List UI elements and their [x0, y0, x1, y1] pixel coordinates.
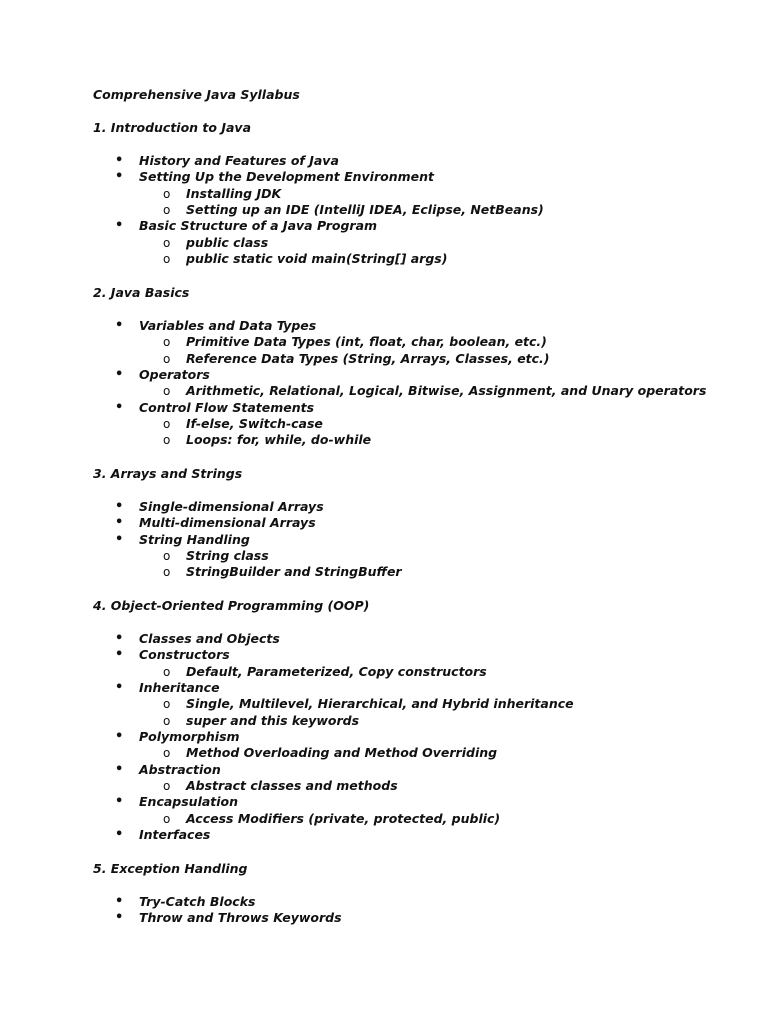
topic-row [115, 367, 733, 383]
topic-row [115, 647, 733, 663]
topic-item [93, 400, 733, 449]
topic-row [115, 631, 733, 647]
subtopic-row [163, 696, 733, 712]
subtopic-label: Reference Data Types (String, Arrays, Classes, etc.) [186, 350, 550, 366]
circle-bullet-icon: o [163, 433, 171, 448]
subtopic-item [139, 696, 733, 712]
topic-item [93, 532, 733, 581]
circle-bullet-icon: o [163, 811, 171, 826]
topic-item [93, 894, 733, 910]
subtopic-row [163, 234, 733, 251]
bullet-icon: • [115, 894, 124, 909]
bullet-icon: • [115, 531, 124, 547]
subtopic-label: If-else, Switch-case [186, 416, 323, 432]
bullet-icon: • [115, 153, 124, 168]
topic-item [93, 647, 733, 680]
circle-bullet-icon: o [163, 252, 171, 267]
bullet-icon: • [115, 631, 124, 646]
subtopic-list [139, 383, 733, 399]
subtopic-row [163, 383, 733, 399]
subtopic-list [139, 548, 733, 581]
bullet-icon: • [115, 218, 124, 234]
topic-item [93, 794, 733, 827]
topic-label: Setting Up the Development Environment [139, 169, 434, 185]
topic-item [93, 910, 733, 926]
section-heading: 5. Exception Handling [93, 861, 248, 876]
subtopic-item [139, 664, 733, 680]
topic-row [115, 318, 733, 334]
bullet-icon: • [115, 399, 124, 415]
subtopic-list [139, 778, 733, 794]
topic-item [93, 680, 733, 729]
bullet-icon: • [115, 647, 124, 663]
topic-item [93, 218, 733, 267]
topic-row [115, 531, 733, 548]
topic-row [115, 515, 733, 531]
topic-row [115, 680, 733, 696]
subtopic-label: Installing JDK [186, 185, 282, 201]
topic-label: History and Features of Java [139, 153, 339, 168]
topic-label: Single-dimensional Arrays [139, 499, 324, 514]
topic-item [93, 367, 733, 400]
topic-list [93, 499, 733, 581]
topic-label: Basic Structure of a Java Program [139, 218, 378, 234]
topic-label: Multi-dimensional Arrays [139, 515, 316, 531]
bullet-icon: • [115, 761, 124, 777]
topic-label: Interfaces [139, 827, 211, 843]
topic-label: Operators [139, 367, 210, 383]
topic-item [93, 153, 733, 169]
topic-label: Encapsulation [139, 794, 239, 810]
subtopic-item [139, 432, 733, 448]
subtopic-label: String class [186, 548, 269, 564]
subtopic-item [139, 251, 733, 267]
bullet-icon: • [115, 910, 124, 926]
topic-row [115, 827, 733, 843]
syllabus-section [93, 466, 733, 581]
subtopic-list [139, 664, 733, 680]
bullet-icon: • [115, 169, 124, 185]
topic-item [93, 499, 733, 515]
subtopic-row [163, 334, 733, 350]
topic-label: Abstraction [139, 761, 221, 777]
topic-row [115, 499, 733, 515]
topic-label: Throw and Throws Keywords [139, 910, 342, 926]
subtopic-item [139, 351, 733, 367]
topic-item [93, 827, 733, 843]
bullet-icon: • [115, 318, 124, 333]
subtopic-item [139, 548, 733, 564]
circle-bullet-icon: o [163, 235, 171, 250]
subtopic-row [163, 778, 733, 794]
bullet-icon: • [115, 367, 124, 383]
subtopic-row [163, 712, 733, 729]
topic-item [93, 515, 733, 531]
topic-list [93, 153, 733, 267]
topic-label: Variables and Data Types [139, 318, 317, 333]
subtopic-label: Default, Parameterized, Copy constructors [186, 663, 487, 679]
subtopic-label: Loops: for, while, do-while [186, 432, 372, 448]
subtopic-item [139, 383, 733, 399]
subtopic-label: Primitive Data Types (int, float, char, boolean, etc.) [186, 334, 547, 350]
circle-bullet-icon: o [163, 335, 171, 350]
bullet-icon: • [115, 499, 124, 514]
circle-bullet-icon: o [163, 203, 171, 218]
circle-bullet-icon: o [163, 713, 171, 728]
subtopic-label: StringBuilder and StringBuffer [186, 564, 402, 580]
circle-bullet-icon: o [163, 746, 171, 761]
subtopic-list [139, 235, 733, 268]
topic-row [115, 218, 733, 234]
subtopic-row [163, 202, 733, 218]
bullet-icon: • [115, 827, 124, 843]
subtopic-label: public class [186, 234, 269, 250]
syllabus-section [93, 285, 733, 449]
subtopic-row [163, 350, 733, 367]
topic-row [115, 761, 733, 778]
subtopic-row [163, 564, 733, 580]
subtopic-row [163, 663, 733, 680]
bullet-icon: • [115, 729, 124, 745]
bullet-icon: • [115, 794, 124, 810]
subtopic-label: Single, Multilevel, Hierarchical, and Hybrid inheritance [186, 696, 574, 712]
topic-row [115, 910, 733, 926]
subtopic-label: public static void main(String[] args) [186, 251, 448, 267]
circle-bullet-icon: o [163, 186, 171, 201]
circle-bullet-icon: o [163, 549, 171, 564]
subtopic-item [139, 186, 733, 202]
topic-row [115, 794, 733, 810]
circle-bullet-icon: o [163, 697, 171, 712]
subtopic-list [139, 334, 733, 367]
syllabus-section [93, 120, 733, 267]
topic-row [115, 894, 733, 910]
topic-item [93, 318, 733, 367]
subtopic-item [139, 745, 733, 761]
subtopic-label: Access Modifiers (private, protected, public) [186, 810, 501, 826]
circle-bullet-icon: o [163, 779, 171, 794]
subtopic-item [139, 334, 733, 350]
subtopic-label: Abstract classes and methods [186, 778, 398, 794]
topic-label: String Handling [139, 531, 250, 547]
topic-list [93, 318, 733, 449]
subtopic-list [139, 416, 733, 449]
syllabus-section [93, 598, 733, 843]
subtopic-item [139, 713, 733, 729]
subtopic-item [139, 811, 733, 827]
subtopic-row [163, 810, 733, 827]
bullet-icon: • [115, 515, 124, 531]
topic-row [115, 729, 733, 745]
topic-item [93, 169, 733, 218]
topic-list [93, 631, 733, 843]
subtopic-item [139, 416, 733, 432]
subtopic-label: Setting up an IDE (IntelliJ IDEA, Eclipse, NetBeans) [186, 202, 544, 218]
topic-label: Try-Catch Blocks [139, 894, 256, 909]
subtopic-item [139, 202, 733, 218]
topic-item [93, 631, 733, 647]
section-heading: 2. Java Basics [93, 285, 190, 300]
topic-label: Polymorphism [139, 729, 240, 745]
subtopic-row [163, 548, 733, 564]
topic-label: Control Flow Statements [139, 399, 315, 415]
subtopic-row [163, 185, 733, 202]
circle-bullet-icon: o [163, 664, 171, 679]
subtopic-item [139, 235, 733, 251]
topic-label: Constructors [139, 647, 230, 663]
subtopic-item [139, 778, 733, 794]
subtopic-label: Method Overloading and Method Overriding [186, 745, 498, 761]
document-title: Comprehensive Java Syllabus [93, 87, 300, 102]
topic-row [115, 399, 733, 416]
subtopic-list [139, 745, 733, 761]
circle-bullet-icon: o [163, 384, 171, 399]
circle-bullet-icon: o [163, 351, 171, 366]
topic-row [115, 153, 733, 169]
section-heading: 4. Object-Oriented Programming (OOP) [93, 598, 370, 613]
circle-bullet-icon: o [163, 565, 171, 580]
syllabus-section [93, 861, 733, 927]
subtopic-list [139, 811, 733, 827]
subtopic-label: Arithmetic, Relational, Logical, Bitwise, Assignment, and Unary operators [186, 383, 707, 399]
topic-item [93, 762, 733, 795]
subtopic-row [163, 432, 733, 448]
topic-item [93, 729, 733, 762]
subtopic-label: super and this keywords [186, 712, 360, 728]
topic-label: Classes and Objects [139, 631, 280, 646]
section-heading: 3. Arrays and Strings [93, 466, 243, 481]
subtopic-row [163, 416, 733, 432]
section-heading: 1. Introduction to Java [93, 120, 252, 135]
subtopic-item [139, 564, 733, 580]
subtopic-list [139, 186, 733, 219]
bullet-icon: • [115, 680, 124, 696]
topic-label: Inheritance [139, 680, 220, 696]
topic-row [115, 169, 733, 185]
subtopic-list [139, 696, 733, 729]
subtopic-row [163, 745, 733, 761]
circle-bullet-icon: o [163, 417, 171, 432]
subtopic-row [163, 251, 733, 267]
topic-list [93, 894, 733, 927]
